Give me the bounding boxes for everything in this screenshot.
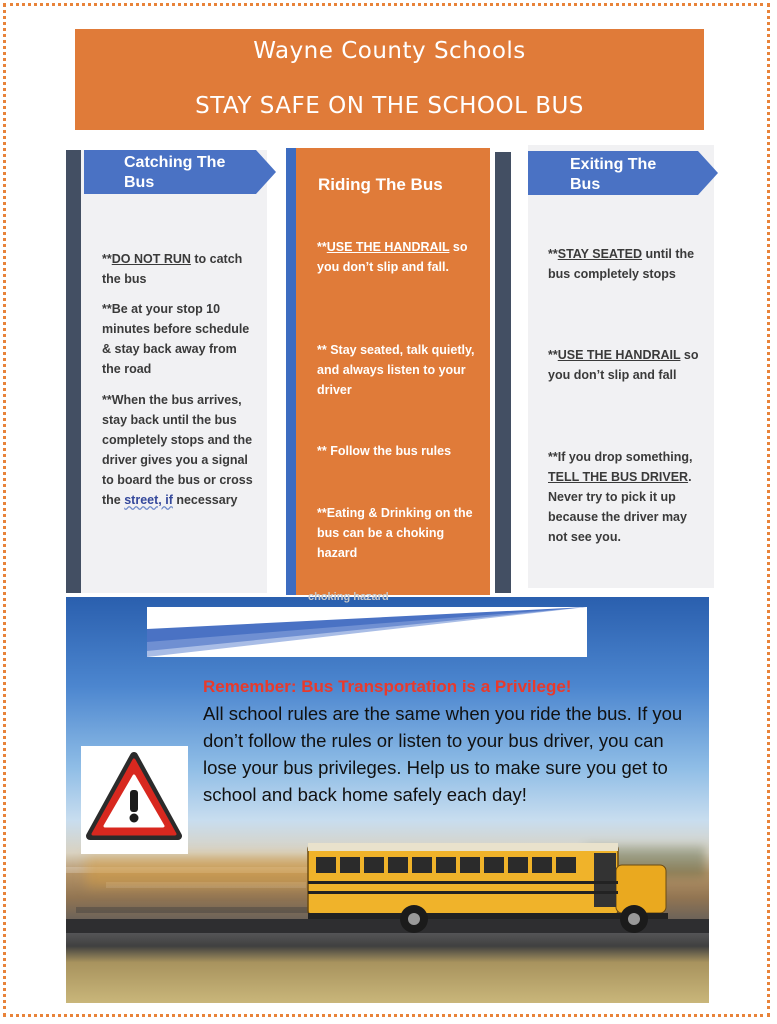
exiting-text-2: **USE THE HANDRAIL so you don’t slip and fall — [548, 348, 699, 382]
column-accent-bar — [286, 148, 296, 595]
school-bus-image — [304, 835, 684, 935]
riding-title: Riding The Bus — [318, 175, 443, 194]
page-subtitle: STAY SAFE ON THE SCHOOL BUS — [195, 93, 584, 119]
exiting-text-3: **If you drop something, TELL THE BUS DRIVER. Never try to pick it up because the driver may not see you. — [548, 450, 693, 544]
riding-text-3: ** Follow the bus rules — [317, 444, 452, 458]
overflow-text: choking hazard — [308, 591, 389, 603]
tab-arrow — [698, 151, 718, 195]
catching-text-1: **DO NOT RUN to catch the bus — [102, 252, 243, 286]
catching-tab-line2: Bus — [124, 174, 155, 191]
column-accent-bar — [495, 152, 511, 593]
banner-box — [147, 607, 587, 657]
tab-arrow — [256, 150, 276, 194]
exiting-tab — [528, 151, 698, 195]
riding-text-2: ** Stay seated, talk quietly, and always listen to your driver — [317, 343, 475, 397]
page-title: Wayne County Schools — [253, 38, 526, 64]
exiting-tab-line2: Bus — [570, 176, 601, 193]
riding-text-4: **Eating & Drinking on the bus can be a choking hazard — [317, 506, 473, 560]
remember-heading: Remember: Bus Transportation is a Privilege! — [203, 677, 572, 696]
catching-tab — [84, 150, 256, 194]
catching-text-3: **When the bus arrives, stay back until the bus completely stops and the driver gives you a signal to board the bus or cross the street, if necessary — [102, 393, 253, 507]
riding-text-1: **USE THE HANDRAIL so you don’t slip and fall. — [317, 240, 468, 274]
notice-body: All school rules are the same when you ride the bus. If you don’t follow the rules or listen to your bus driver, you can lose your bus privileges. Help us to make sure you get to school and back home safely each day! — [203, 703, 683, 805]
warning-triangle-icon — [81, 746, 188, 854]
banner-swoosh-shape — [147, 607, 587, 657]
catching-text-2: **Be at your stop 10 minutes before schedule & stay back away from the road — [102, 302, 250, 376]
exiting-text-1: **STAY SEATED until the bus completely stops — [548, 247, 695, 281]
warning-box — [81, 746, 188, 854]
exiting-tab-line1: Exiting The — [570, 156, 657, 173]
column-accent-bar — [66, 150, 81, 593]
catching-tab-line1: Catching The — [124, 154, 226, 171]
header-banner — [75, 29, 704, 130]
